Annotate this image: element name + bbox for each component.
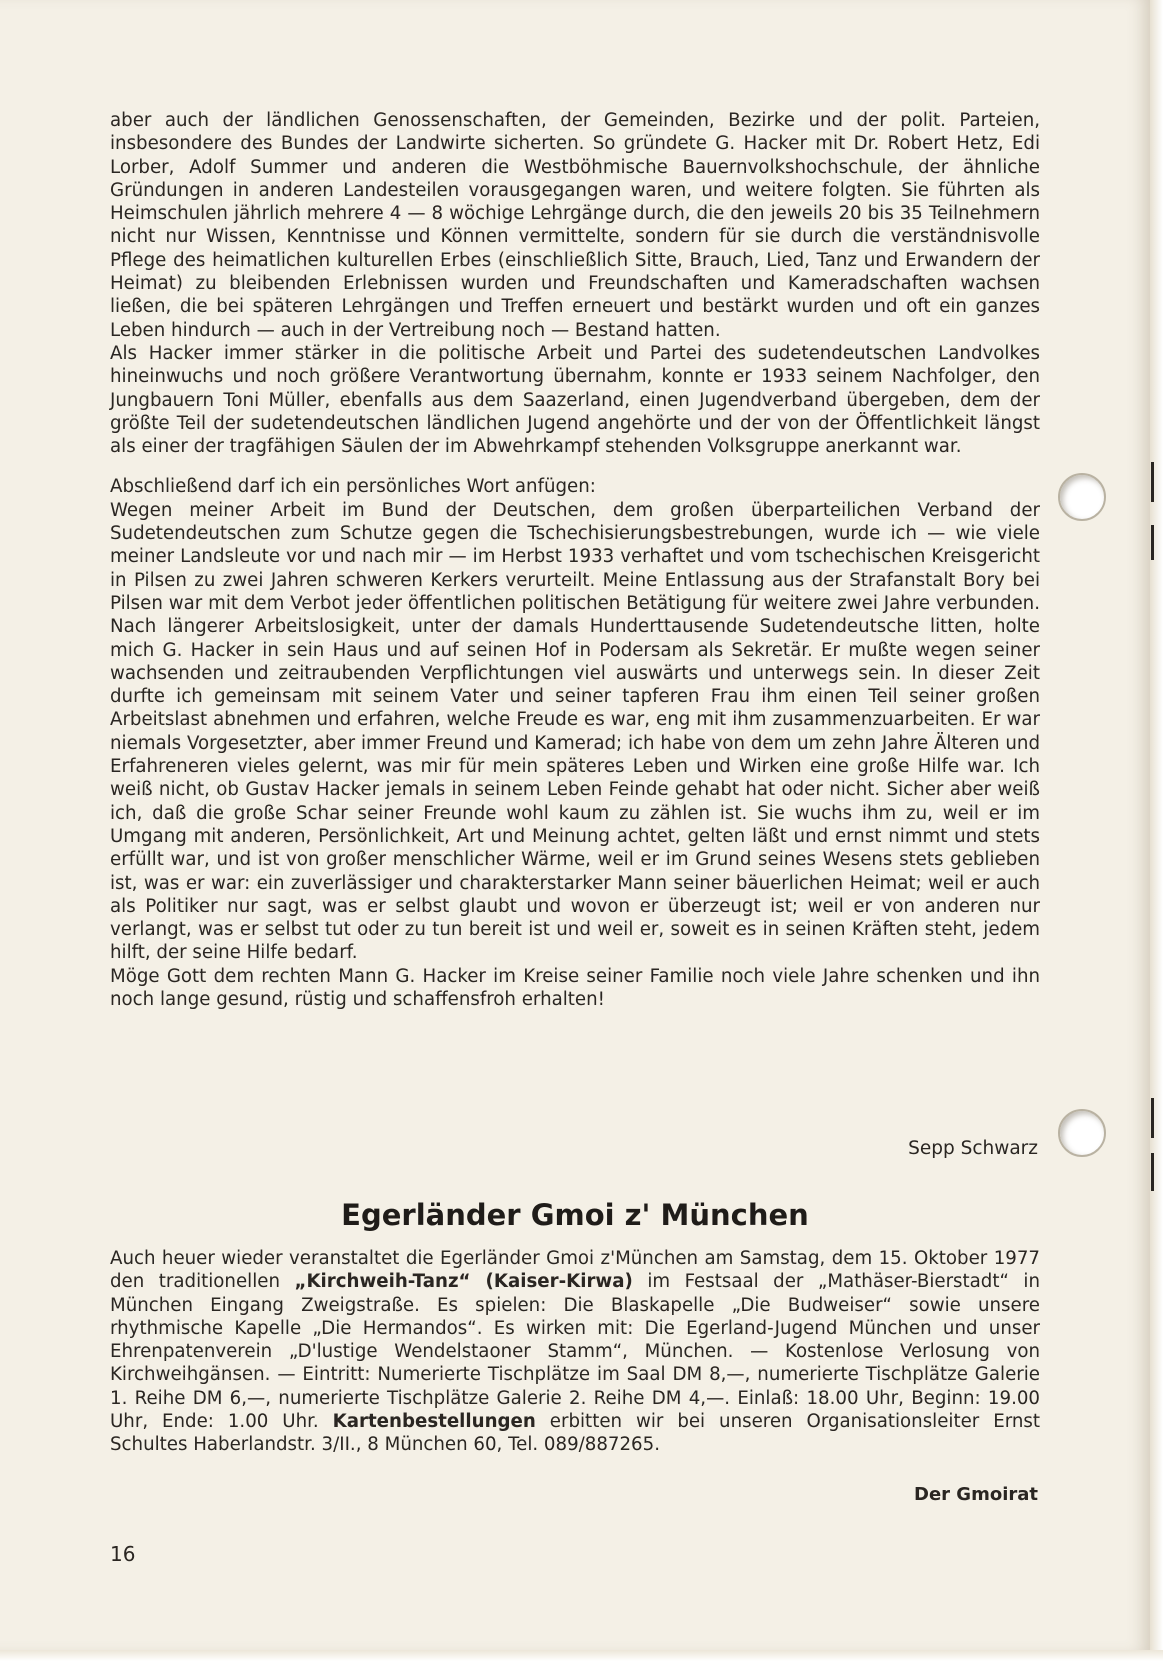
- text-run: Auch heuer wieder veranstaltet die Egerländer Gmoi z'München am Samstag, dem 15. Oktober 1977 den traditionellen: [110, 1248, 1040, 1293]
- punch-hole: [1058, 1109, 1106, 1157]
- paragraph: Möge Gott dem rechten Mann G. Hacker im Kreise seiner Familie noch viele Jahre schenken und ihn noch lange gesund, rüstig und schaffensfroh erhalten!: [110, 965, 1040, 1010]
- paragraph: aber auch der ländlichen Genossenschaften, der Gemeinden, Bezirke und der polit. Parteien, insbesondere des Bundes der Landwirte sicherten. So gründete G. Hacker mit Dr. Robert Hetz, Edi Lorber, Adolf Summer und anderen die Westböhmische Bauernvolkshochschule, der ähnliche Gründungen in anderen Landesteilen vorausgegangen waren, und weitere folgten. Sie führten als Heimschulen jährlich mehrere 4 — 8 wöchige Lehrgänge durch, die den jeweils 20 bis 35 Teilnehmern nicht nur Wissen, Kenntnisse und Können vermittelte, sondern für sie durch die verständnisvolle Pflege des heimatlichen kulturellen Erbes (einschließlich Sitte, Brauch, Lied, Tanz und Erwandern der Heimat) zu bleibenden Erlebnissen wurden und Freundschaften und Kameradschaften wachsen ließen, die bei späteren Lehrgängen und Treffen erneuert und bestärkt wurden und oft ein ganzes Leben hindurch — auch in der Vertreibung noch — Bestand hatten.: [110, 110, 1040, 341]
- binder-mark: [1151, 1153, 1154, 1191]
- author-signature: Sepp Schwarz: [908, 1138, 1038, 1159]
- text-run: im Festsaal der „Mathäser-Bierstadt“ in München Eingang Zweigstraße. Es spielen: Die Blaskapelle „Die Budweiser“ sowie unsere rhythmische Kapelle „Die Hermandos“. Es wirken mit: Die Egerland-Jugend München und unser Ehrenpatenverein „D'lustige Wendelstaoner Stamm“, München. — Kostenlose Verlosung von Kirchweihgänsen. — Eintritt: Numerierte Tischplätze im Saal DM 8,—, numerierte Tischplätze Galerie 1. Reihe DM 6,—, numerierte Tischplätze Galerie 2. Reihe DM 4,—. Einlaß: 18.00 Uhr, Beginn: 19.00 Uhr, Ende: 1.00 Uhr.: [110, 1271, 1040, 1433]
- page-bottom-edge: [0, 1650, 1163, 1661]
- paragraph: Wegen meiner Arbeit im Bund der Deutschen, dem großen überparteilichen Verband der Sudetendeutschen zum Schutze gegen die Tschechisierungsbestrebungen, wurde ich — wie viele meiner Landsleute vor und nach mir — im Herbst 1933 verhaftet und vom tschechischen Kreisgericht in Pilsen zu zwei Jahren schweren Kerkers verurteilt. Meine Entlassung aus der Strafanstalt Bory bei Pilsen war mit dem Verbot jeder öffentlichen politischen Betätigung für weitere zwei Jahre verbunden. Nach längerer Arbeitslosigkeit, unter der damals Hunderttausende Sudetendeutsche litten, holte mich G. Hacker in sein Haus und auf seinen Hof in Podersam als Sekretär. Er mußte wegen seiner wachsenden und zeitraubenden Verpflichtungen viel auswärts und unterwegs sein. In dieser Zeit durfte ich gemeinsam mit seinem Vater und seiner tapferen Frau ihm einen Teil seiner großen Arbeitslast abnehmen und erfahren, welche Freude es war, eng mit ihm zusammenzuarbeiten. Er war niemals Vorgesetzter, aber immer Freund und Kamerad; ich habe von dem um zehn Jahre Älteren und Erfahreneren vieles gelernt, was mir für mein späteres Leben und Wirken eine große Hilfe war. Ich weiß nicht, ob Gustav Hacker jemals in seinem Leben Feinde gehabt hat oder nicht. Sicher aber weiß ich, daß die große Schar seiner Freunde wohl kaum zu zählen ist. Sie wuchs ihm zu, weil er im Umgang mit anderen, Persönlichkeit, Art und Meinung achtet, gelten läßt und ernst nimmt und stets erfüllt war, und ist von großer menschlicher Wärme, weil er im Grund seines Wesens stets geblieben ist, was er war: ein zuverlässiger und charakterstarker Mann seiner bäuerlichen Heimat; weil er auch als Politiker nur sagt, was er selbst glaubt und wovon er überzeugt ist; weil er von anderen nur verlangt, was er selbst tut oder zu tun bereit ist und weil er, soweit es in seinen Kräften steht, jedem hilft, der seine Hilfe bedarf.: [110, 499, 1040, 964]
- punch-hole: [1058, 473, 1106, 521]
- tickets-label: Kartenbestellungen: [332, 1411, 536, 1433]
- paragraph: [110, 1247, 1040, 1457]
- text-run: erbitten wir bei unseren Organisationsleiter Ernst Schultes Haberlandstr. 3/II., 8 München 60, Tel. 089/887265.: [110, 1411, 1040, 1456]
- page-number: 16: [110, 1542, 136, 1566]
- paragraph: Als Hacker immer stärker in die politische Arbeit und Partei des sudetendeutschen Landvolkes hineinwuchs und noch größere Verantwortung übernahm, konnte er 1933 seinem Nachfolger, den Jungbauern Toni Müller, ebenfalls aus dem Saazerland, einen Jugendverband übergeben, dem der größte Teil der sudetendeutschen ländlichen Jugend angehörte und der von der Öffentlichkeit längst als einer der tragfähigen Säulen der im Abwehrkampf stehenden Volksgruppe anerkannt war.: [110, 342, 1040, 458]
- announcement-signature: Der Gmoirat: [914, 1484, 1038, 1505]
- page-edge: [1150, 0, 1163, 1661]
- paragraph: Abschließend darf ich ein persönliches Wort anfügen:: [110, 476, 596, 498]
- event-title: „Kirchweih-Tanz“ (Kaiser-Kirwa): [294, 1271, 633, 1293]
- article-body: [110, 109, 1040, 1011]
- binder-mark: [1151, 525, 1154, 560]
- binder-mark: [1151, 462, 1154, 502]
- section-heading: Egerländer Gmoi z' München: [341, 1198, 809, 1232]
- binder-mark: [1151, 1098, 1154, 1138]
- announcement-body: [110, 1247, 1040, 1457]
